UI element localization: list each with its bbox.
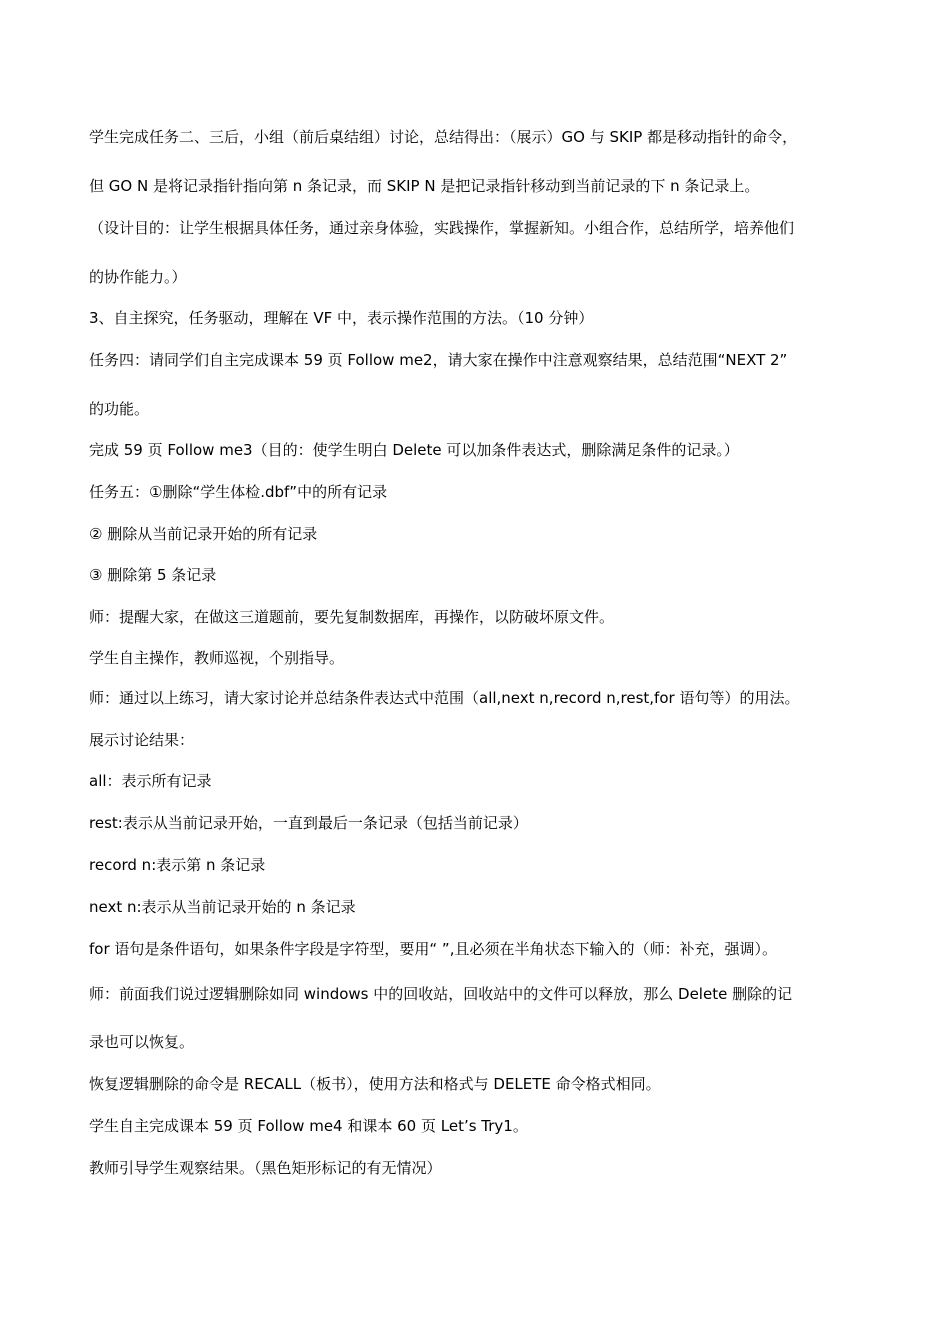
paragraph-line: 师：前面我们说过逻辑删除如同 windows 中的回收站，回收站中的文件可以释放，那么 Delete 删除的记 (89, 985, 793, 1003)
paragraph-line: 但 GO N 是将记录指针指向第 n 条记录，而 SKIP N 是把记录指针移动到当前记录的下 n 条记录上。 (89, 177, 760, 195)
paragraph-line: 录也可以恢复。 (89, 1033, 195, 1051)
definition-line: all：表示所有记录 (89, 772, 212, 790)
paragraph-line: 恢复逻辑删除的命令是 RECALL（板书），使用方法和格式与 DELETE 命令格式相同。 (89, 1075, 661, 1093)
definition-line: record n:表示第 n 条记录 (89, 856, 266, 874)
task-line: ③ 删除第 5 条记录 (89, 566, 217, 584)
paragraph-line: 的功能。 (89, 400, 150, 418)
paragraph-line: 学生自主操作，教师巡视，个别指导。 (89, 649, 345, 667)
paragraph-line: 任务四：请同学们自主完成课本 59 页 Follow me2，请大家在操作中注意观察结果，总结范围“NEXT 2” (89, 351, 788, 369)
paragraph-line: 的协作能力。） (89, 268, 187, 286)
paragraph-line: 展示讨论结果： (89, 731, 195, 749)
section-heading: 3、自主探究，任务驱动，理解在 VF 中，表示操作范围的方法。（10 分钟） (89, 309, 594, 327)
definition-line: rest:表示从当前记录开始，一直到最后一条记录（包括当前记录） (89, 814, 528, 832)
paragraph-line: 完成 59 页 Follow me3（目的：使学生明白 Delete 可以加条件表达式，删除满足条件的记录。） (89, 441, 739, 459)
task-line: ② 删除从当前记录开始的所有记录 (89, 525, 318, 543)
paragraph-line: for 语句是条件语句，如果条件字段是字符型，要用“ ”,且必须在半角状态下输入的（师：补充，强调）。 (89, 940, 777, 958)
paragraph-line: 教师引导学生观察结果。（黑色矩形标记的有无情况） (89, 1159, 442, 1177)
paragraph-line: 学生自主完成课本 59 页 Follow me4 和课本 60 页 Let’s Try1。 (89, 1117, 528, 1135)
paragraph-line: （设计目的：让学生根据具体任务，通过亲身体验，实践操作，掌握新知。小组合作，总结所学，培养他们 (89, 219, 795, 237)
paragraph-line: 学生完成任务二、三后，小组（前后桌结组）讨论，总结得出：（展示）GO 与 SKIP 都是移动指针的命令， (89, 128, 798, 146)
paragraph-line: 师：通过以上练习，请大家讨论并总结条件表达式中范围（all,next n,record n,rest,for 语句等）的用法。 (89, 689, 800, 707)
task-line: 任务五：①删除“学生体检.dbf”中的所有记录 (89, 483, 388, 501)
definition-line: next n:表示从当前记录开始的 n 条记录 (89, 898, 356, 916)
paragraph-line: 师：提醒大家，在做这三道题前，要先复制数据库，再操作，以防破坏原文件。 (89, 608, 615, 626)
